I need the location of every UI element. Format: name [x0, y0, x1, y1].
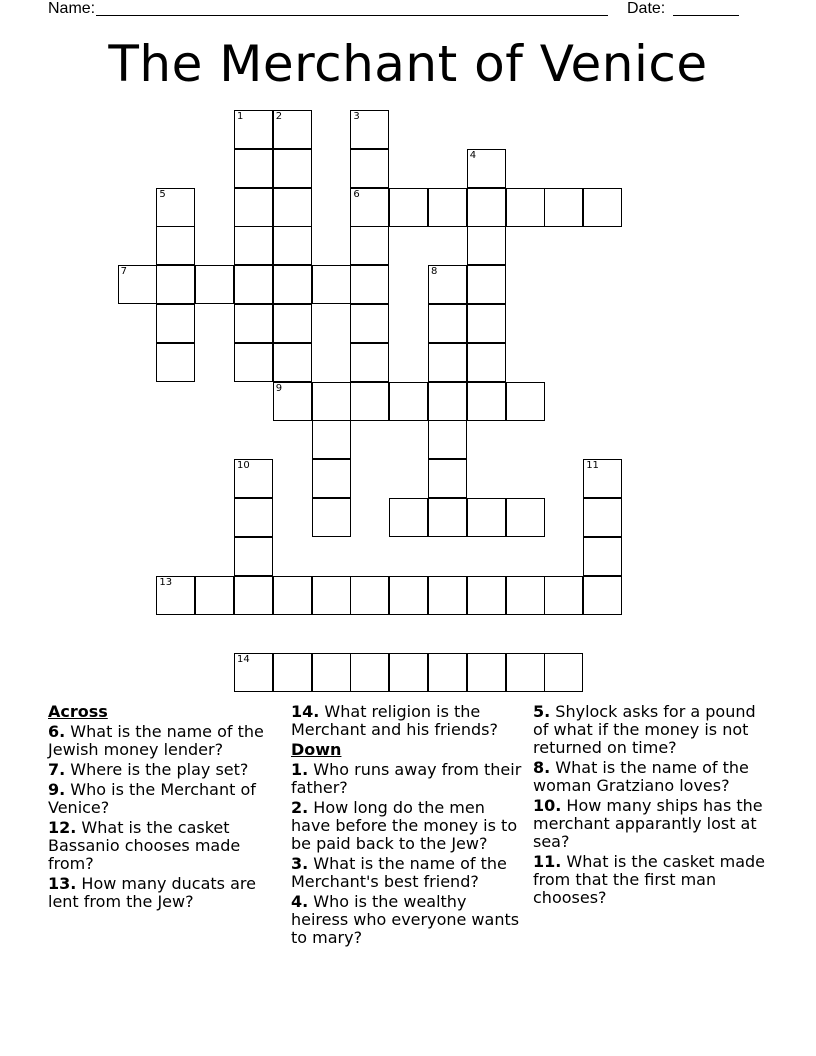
- crossword-cell[interactable]: [273, 226, 312, 265]
- down-clue-list: [291, 761, 526, 947]
- clue-item-text: What is the name of the woman Gratziano loves?: [533, 758, 749, 795]
- crossword-cell[interactable]: [312, 576, 351, 615]
- clue-number: 2: [275, 111, 283, 122]
- crossword-cell[interactable]: [428, 653, 467, 692]
- crossword-cell[interactable]: [506, 498, 545, 537]
- clue-number: 9: [275, 382, 283, 394]
- clue-number: 6: [353, 188, 360, 200]
- crossword-cell[interactable]: [156, 343, 195, 382]
- clue-number: 3: [353, 111, 360, 122]
- crossword-cell[interactable]: [312, 420, 351, 459]
- clue-item: [48, 761, 288, 779]
- crossword-cell[interactable]: [195, 265, 234, 304]
- clue-item: [48, 781, 288, 817]
- crossword-cell[interactable]: [273, 265, 312, 304]
- crossword-cell[interactable]: [583, 498, 622, 537]
- clue-item-number: 2.: [291, 798, 309, 817]
- crossword-cell[interactable]: [234, 537, 273, 576]
- clue-item: [533, 797, 768, 851]
- clue-item-text: Who runs away from their father?: [291, 760, 522, 797]
- clue-number: 7: [120, 266, 127, 278]
- crossword-cell[interactable]: [350, 304, 389, 343]
- crossword-cell[interactable]: [118, 265, 157, 304]
- clue-column-3: [533, 703, 768, 909]
- crossword-cell[interactable]: [467, 226, 506, 265]
- clue-item: [291, 761, 526, 797]
- clue-item-number: 12.: [48, 818, 77, 837]
- clue-item-number: 3.: [291, 854, 309, 873]
- clue-number: 13: [159, 576, 173, 588]
- crossword-cell[interactable]: [428, 343, 467, 382]
- across-clue-list: [48, 723, 288, 911]
- clue-item: [48, 723, 288, 759]
- clue-item-number: 9.: [48, 780, 66, 799]
- clue-item-text: Shylock asks for a pound of what if the money is not returned on time?: [533, 702, 756, 757]
- crossword-cell[interactable]: [467, 149, 506, 188]
- clue-item: [291, 855, 526, 891]
- crossword-cell[interactable]: [350, 149, 389, 188]
- crossword-cell[interactable]: [234, 188, 273, 227]
- crossword-cell[interactable]: [350, 576, 389, 615]
- crossword-cell[interactable]: [350, 653, 389, 692]
- clue-item-text: Who is the Merchant of Venice?: [48, 780, 256, 817]
- clue-item: [48, 819, 288, 873]
- crossword-cell[interactable]: [350, 343, 389, 382]
- clue-item-text: What religion is the Merchant and his friends?: [291, 702, 498, 739]
- crossword-cell[interactable]: [428, 265, 467, 304]
- clue-item-text: How many ducats are lent from the Jew?: [48, 874, 256, 911]
- crossword-cell[interactable]: [273, 188, 312, 227]
- clue-item-text: What is the name of the Jewish money lender?: [48, 722, 264, 759]
- date-label: Date:: [627, 0, 666, 17]
- crossword-cell[interactable]: [467, 653, 506, 692]
- crossword-cell[interactable]: [544, 576, 583, 615]
- crossword-cell[interactable]: [506, 188, 545, 227]
- clue-item-text: What is the name of the Merchant's best friend?: [291, 854, 507, 891]
- crossword-cell[interactable]: [234, 653, 273, 692]
- crossword-cell[interactable]: [312, 653, 351, 692]
- crossword-cell[interactable]: [467, 265, 506, 304]
- crossword-cell[interactable]: [234, 459, 273, 498]
- name-label: Name:: [48, 0, 96, 17]
- page-title: The Merchant of Venice: [108, 35, 708, 93]
- crossword-cell[interactable]: [273, 110, 312, 149]
- clue-item: [533, 853, 768, 907]
- crossword-cell[interactable]: [156, 265, 195, 304]
- clue-item: [533, 759, 768, 795]
- crossword-cell[interactable]: [428, 498, 467, 537]
- crossword-cell[interactable]: [350, 188, 389, 227]
- crossword-cell[interactable]: [312, 498, 351, 537]
- crossword-cell[interactable]: [156, 304, 195, 343]
- clue-item-number: 6.: [48, 722, 66, 741]
- crossword-cell[interactable]: [234, 343, 273, 382]
- clue-item-number: 8.: [533, 758, 551, 777]
- clue-item: [291, 703, 526, 739]
- crossword-cell[interactable]: [583, 576, 622, 615]
- down-clue-list-continued: [533, 703, 768, 907]
- crossword-cell[interactable]: [312, 459, 351, 498]
- crossword-cell[interactable]: [273, 304, 312, 343]
- clue-number: 11: [586, 460, 599, 472]
- clue-item-number: 1.: [291, 760, 309, 779]
- crossword-cell[interactable]: [389, 382, 428, 421]
- crossword-cell[interactable]: [428, 304, 467, 343]
- clue-item-text: What is the casket Bassanio chooses made from?: [48, 818, 241, 873]
- clue-item: [48, 875, 288, 911]
- crossword-cell[interactable]: [467, 576, 506, 615]
- clue-item-text: How many ships has the merchant apparantly lost at sea?: [533, 796, 763, 851]
- crossword-cell[interactable]: [350, 110, 389, 149]
- clue-number: 5: [159, 188, 166, 200]
- crossword-cell[interactable]: [312, 265, 351, 304]
- crossword-cell[interactable]: [350, 265, 389, 304]
- crossword-cell[interactable]: [467, 382, 506, 421]
- crossword-cell[interactable]: [389, 188, 428, 227]
- crossword-cell[interactable]: [428, 459, 467, 498]
- crossword-cell[interactable]: [156, 188, 195, 227]
- crossword-cell[interactable]: [195, 576, 234, 615]
- crossword-cell[interactable]: [506, 653, 545, 692]
- crossword-cell[interactable]: [389, 498, 428, 537]
- crossword-cell[interactable]: [506, 382, 545, 421]
- down-heading: Down: [291, 740, 342, 759]
- crossword-cell[interactable]: [273, 576, 312, 615]
- crossword-cell[interactable]: [467, 498, 506, 537]
- crossword-cell[interactable]: [234, 226, 273, 265]
- crossword-cell[interactable]: [583, 537, 622, 576]
- clue-item-number: 4.: [291, 892, 309, 911]
- across-heading: Across: [48, 702, 108, 721]
- clue-item-number: 13.: [48, 874, 77, 893]
- clue-number: 8: [431, 266, 438, 278]
- crossword-cell[interactable]: [583, 188, 622, 227]
- clue-number: 1: [237, 111, 244, 122]
- clue-item-number: 10.: [533, 796, 562, 815]
- crossword-cell[interactable]: [234, 498, 273, 537]
- crossword-cell[interactable]: [234, 110, 273, 149]
- crossword-cell[interactable]: [234, 149, 273, 188]
- crossword-cell[interactable]: [428, 576, 467, 615]
- clue-item-text: What is the casket made from that the first man chooses?: [533, 852, 765, 907]
- clue-item: [533, 703, 768, 757]
- clue-item-text: Who is the wealthy heiress who everyone wants to mary?: [291, 892, 520, 947]
- clue-item-number: 14.: [291, 702, 320, 721]
- crossword-cell[interactable]: [312, 382, 351, 421]
- clue-column-1: [48, 703, 288, 913]
- crossword-cell[interactable]: [467, 343, 506, 382]
- crossword-cell[interactable]: [273, 149, 312, 188]
- crossword-cell[interactable]: [273, 382, 312, 421]
- crossword-cell[interactable]: [389, 576, 428, 615]
- clue-number: 14: [237, 654, 250, 666]
- crossword-cell[interactable]: [156, 226, 195, 265]
- crossword-cell[interactable]: [273, 653, 312, 692]
- crossword-cell[interactable]: [467, 188, 506, 227]
- crossword-cell[interactable]: [428, 420, 467, 459]
- crossword-cell[interactable]: [428, 188, 467, 227]
- clue-item-number: 5.: [533, 702, 551, 721]
- crossword-cell[interactable]: [234, 576, 273, 615]
- crossword-cell[interactable]: [428, 382, 467, 421]
- clue-item-text: Where is the play set?: [65, 760, 249, 779]
- clue-item-number: 7.: [48, 760, 66, 779]
- crossword-cell[interactable]: [234, 265, 273, 304]
- crossword-cell[interactable]: [350, 226, 389, 265]
- clue-number: 4: [469, 149, 477, 161]
- crossword-cell[interactable]: [583, 459, 622, 498]
- crossword-cell[interactable]: [234, 304, 273, 343]
- crossword-cell[interactable]: [506, 576, 545, 615]
- clue-item-text: How long do the men have before the money is to be paid back to the Jew?: [291, 798, 518, 853]
- clue-item: [291, 893, 526, 947]
- crossword-cell[interactable]: [156, 576, 195, 615]
- crossword-cell[interactable]: [350, 382, 389, 421]
- crossword-cell[interactable]: [544, 653, 583, 692]
- across-clue-list-continued: [291, 703, 526, 739]
- clue-item: [291, 799, 526, 853]
- crossword-cell[interactable]: [467, 304, 506, 343]
- crossword-cell[interactable]: [544, 188, 583, 227]
- clue-column-2: [291, 703, 526, 949]
- clue-item-number: 11.: [533, 852, 562, 871]
- crossword-cell[interactable]: [389, 653, 428, 692]
- clue-number: 10: [237, 460, 250, 472]
- crossword-cell[interactable]: [273, 343, 312, 382]
